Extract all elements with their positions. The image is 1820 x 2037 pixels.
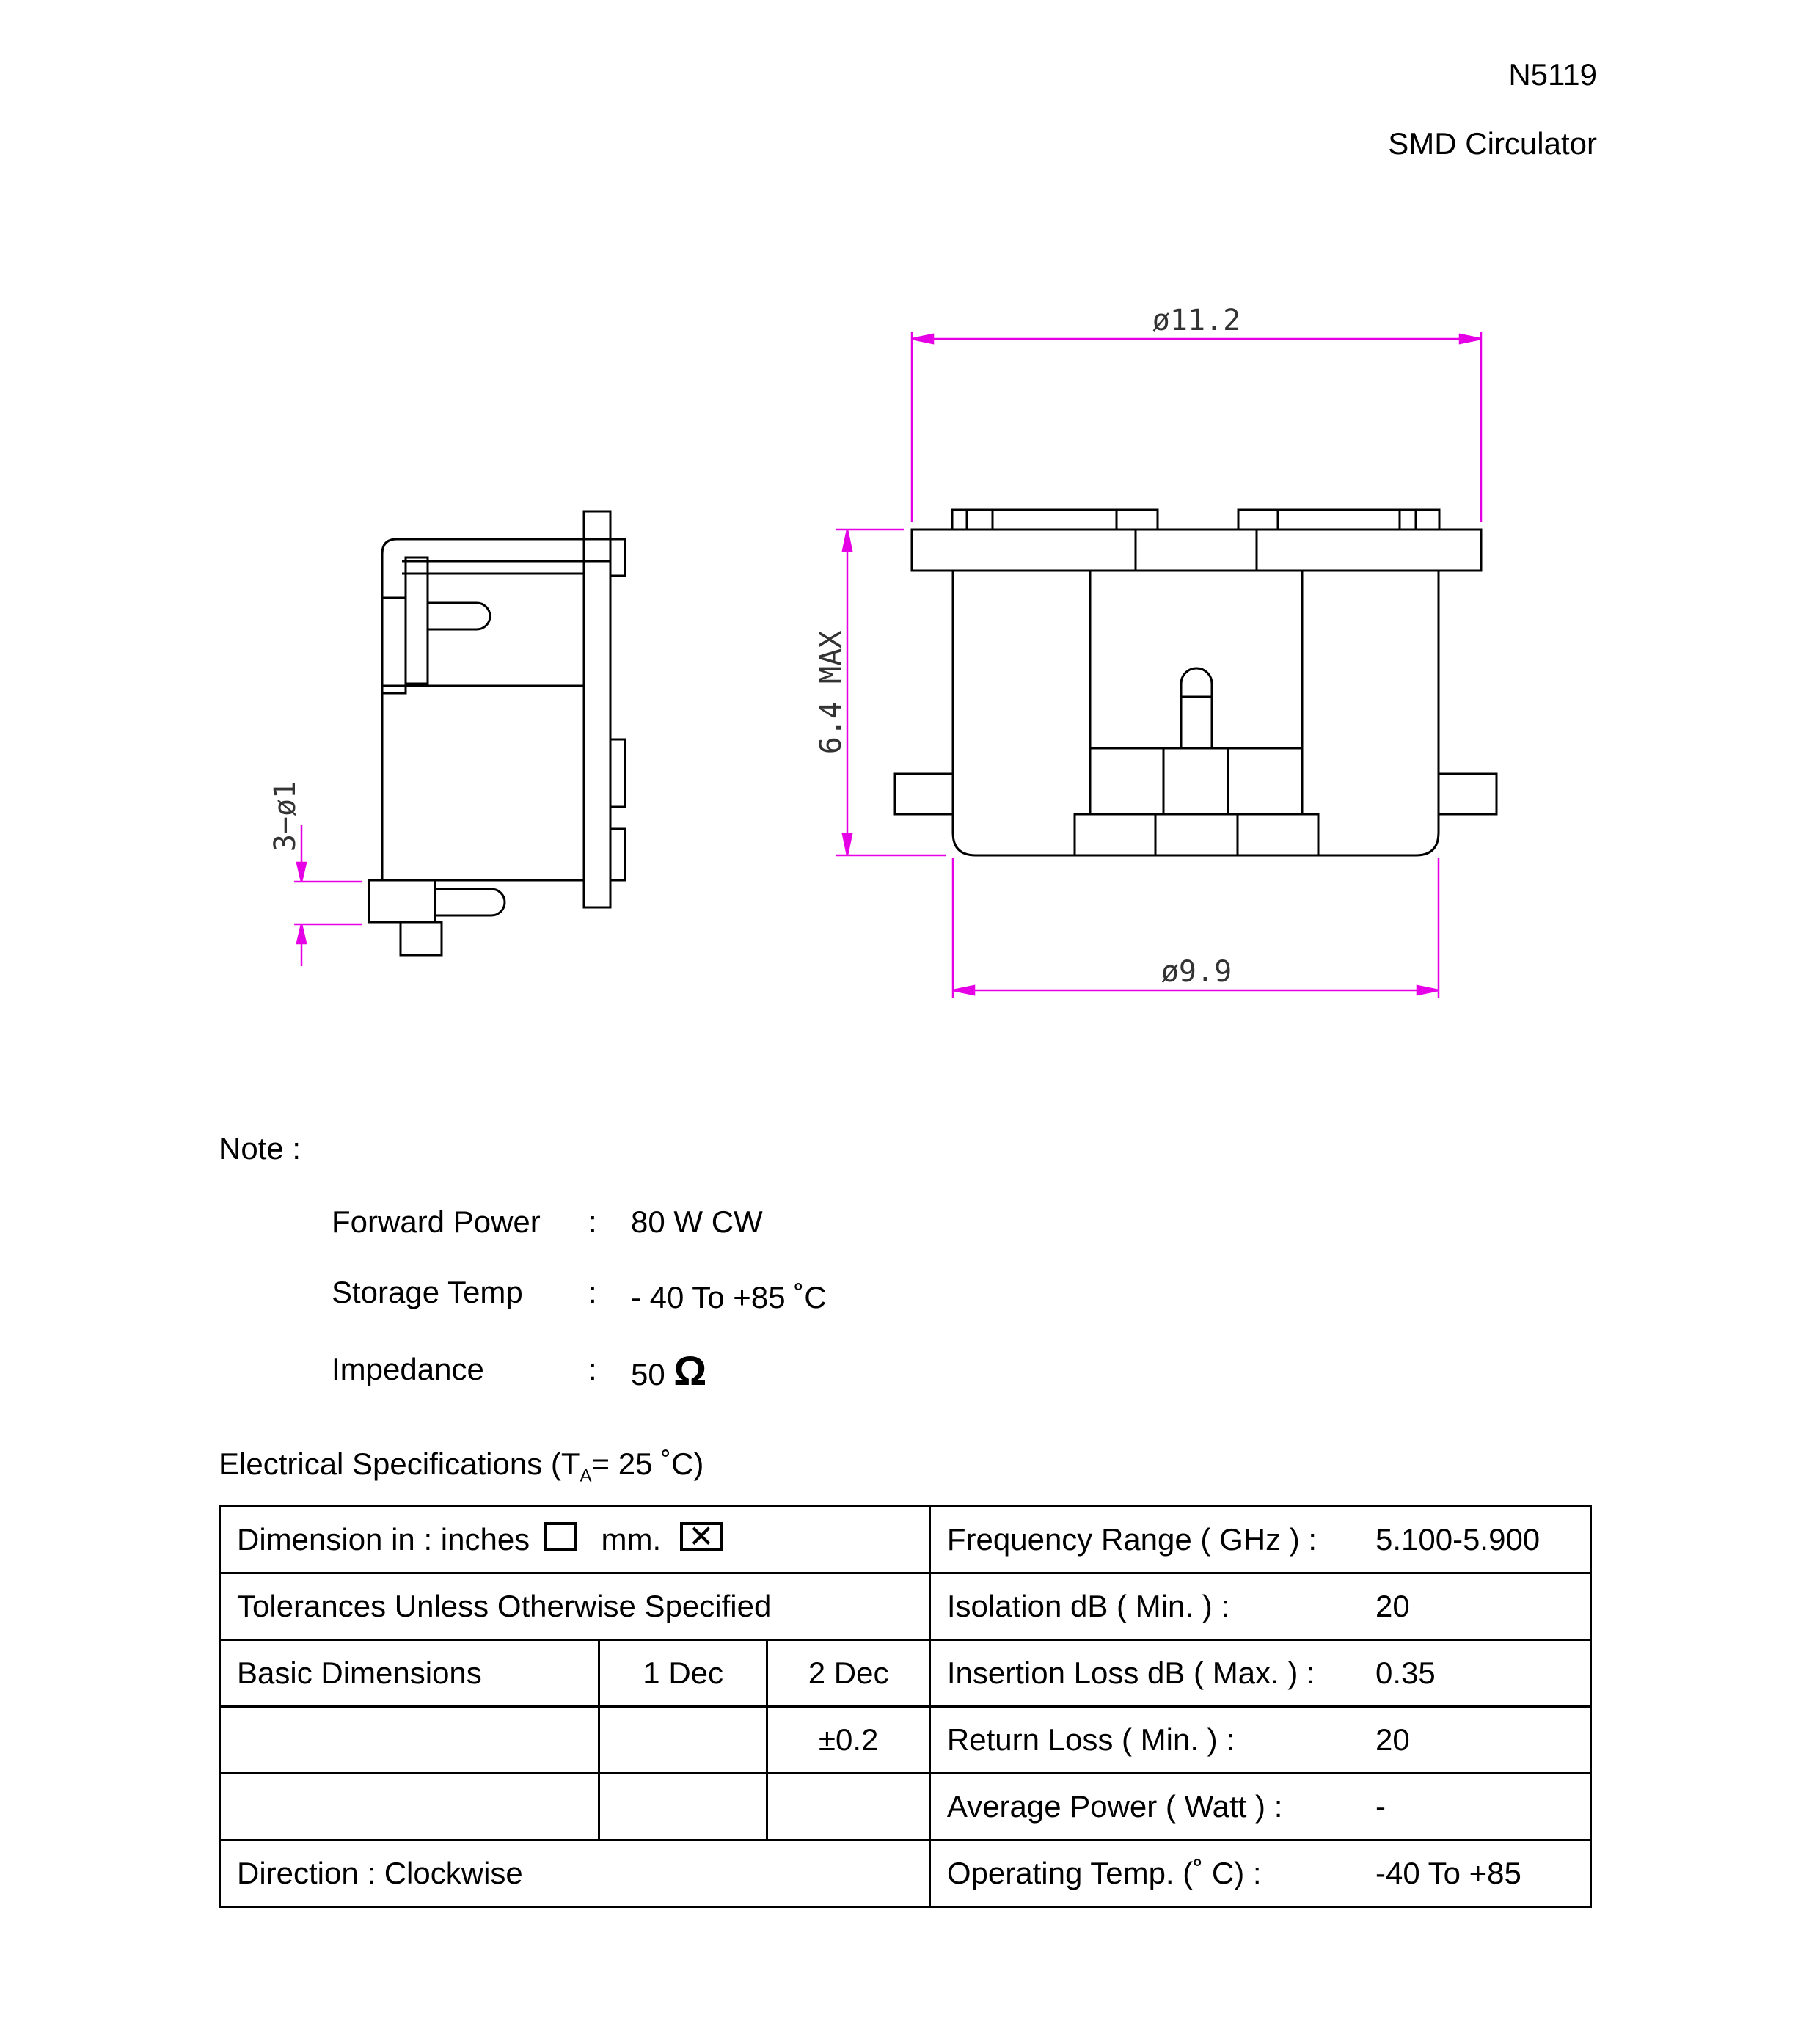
side-pin-stub [401,922,442,955]
basic-dimensions-cell: Basic Dimensions [220,1640,599,1707]
impedance-value: 50 [631,1357,665,1391]
front-right-pin [1439,774,1496,814]
side-block [406,557,428,684]
dimension-unit-cell [220,1507,930,1573]
note-value-forward-power: 80 W CW [631,1204,763,1239]
table-row [220,1707,1591,1774]
spec-label: Frequency Range ( GHz ) : [929,1507,1359,1573]
two-dec-tolerance: ±0.2 [767,1707,930,1774]
dimension-label: Dimension in : inches [237,1522,530,1557]
two-dec-header: 2 Dec [767,1640,930,1707]
arrowhead [1417,986,1439,995]
mm-label: mm. [601,1522,662,1557]
spec-label: Insertion Loss dB ( Max. ) : [929,1640,1359,1707]
note-value-impedance [631,1347,706,1394]
specs-table [219,1505,1592,1908]
part-number: N5119 [1508,57,1597,92]
table-row [220,1774,1591,1840]
spec-label: Return Loss ( Min. ) : [929,1707,1359,1774]
arrowhead [843,530,852,551]
note-label-forward-power: Forward Power [332,1204,541,1239]
arrowhead [843,834,852,855]
empty-cell [767,1774,930,1840]
empty-cell [599,1707,767,1774]
spec-title-prefix: Electrical Specifications (T [219,1447,580,1481]
side-flange [584,511,610,907]
spec-value: 20 [1359,1707,1591,1774]
front-bottom-block [1075,814,1318,855]
arrowhead [953,986,974,995]
front-top-cap-right [1238,510,1439,530]
front-top-plate [912,530,1481,571]
spec-value: - [1359,1774,1591,1840]
empty-cell [220,1707,599,1774]
mm-checkbox [680,1519,723,1554]
arrowhead [297,863,306,882]
front-left-pin [895,774,953,814]
side-body-outline [382,539,610,880]
empty-cell [599,1774,767,1840]
arrowhead [912,334,933,343]
front-view [895,510,1496,855]
spec-value: 0.35 [1359,1640,1591,1707]
table-row [220,1640,1591,1707]
side-pin-upper [428,603,490,629]
spec-value: 20 [1359,1573,1591,1640]
spec-value: -40 To +85 [1359,1840,1591,1907]
electrical-specs-title [219,1447,703,1486]
side-tab [610,829,625,880]
note-label-storage-temp: Storage Temp [332,1275,523,1309]
inches-checkbox [544,1522,577,1551]
dim-bottom-label: ø9.9 [1161,955,1232,989]
direction-cell: Direction : Clockwise [220,1840,930,1907]
spec-label: Operating Temp. (˚ C) : [929,1840,1359,1907]
front-center-pin [1181,668,1212,748]
tolerances-cell: Tolerances Unless Otherwise Specified [220,1573,930,1640]
front-top-cap-left [952,510,1158,530]
note-colon: : [588,1275,597,1309]
table-row [220,1840,1591,1907]
arrowhead [297,924,306,943]
ohm-symbol: Ω [673,1347,707,1394]
one-dec-header: 1 Dec [599,1640,767,1707]
side-pin-lower [435,889,505,915]
table-row [220,1573,1591,1640]
empty-cell [220,1774,599,1840]
side-block [382,598,406,693]
note-label-impedance: Impedance [332,1352,484,1386]
side-view [369,511,625,955]
table-row [220,1507,1591,1573]
dimension-labels [268,304,1240,989]
side-tab [610,539,625,576]
front-body-outline [953,571,1439,855]
front-terminal-block [1090,748,1302,814]
dim-top-label: ø11.2 [1152,304,1241,337]
product-name: SMD Circulator [1388,126,1597,161]
spec-title-subscript: A [580,1466,592,1486]
side-tab [610,739,625,807]
mm-check-mark: ✕ [688,1519,715,1554]
note-value-storage-temp: - 40 To +85 ˚C [631,1280,827,1314]
spec-value: 5.100-5.900 [1359,1507,1591,1573]
spec-label: Average Power ( Watt ) : [929,1774,1359,1840]
dim-pin-label: 3−ø1 [268,780,302,852]
arrowhead [1460,334,1481,343]
note-title: Note : [219,1131,301,1166]
spec-label: Isolation dB ( Min. ) : [929,1573,1359,1640]
note-colon: : [588,1352,597,1386]
spec-title-suffix: = 25 ˚C) [591,1447,704,1481]
dim-height-label: 6.4 MAX [814,630,848,755]
side-pin-base [369,880,435,922]
note-colon: : [588,1204,597,1239]
